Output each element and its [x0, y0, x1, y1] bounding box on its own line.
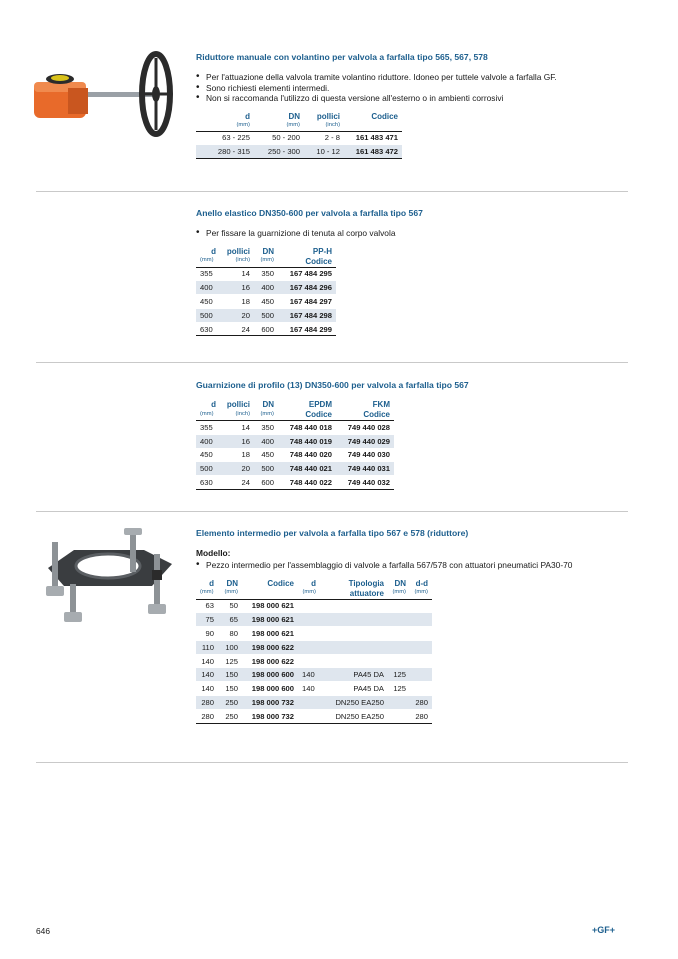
- col-subheader: Codice: [336, 410, 394, 421]
- profile-gasket-section: [196, 380, 469, 490]
- table-row: 63 50 198 000 621: [196, 599, 432, 613]
- col-subheader: attuatore: [320, 589, 388, 600]
- table-row: 630 24 600 167 484 299: [196, 322, 336, 336]
- col-header: pollici: [316, 111, 340, 121]
- intermediate-element-image: [34, 524, 180, 634]
- col-header: d: [209, 578, 214, 588]
- unit-label: (mm): [196, 410, 220, 421]
- section-divider: [36, 362, 628, 363]
- table-row: 280 250 198 000 732 DN250 EA250 280: [196, 709, 432, 723]
- unit-label: [242, 589, 298, 600]
- intermediate-element-bullets: [196, 560, 616, 571]
- table-row: 450 18 450 748 440 020 749 440 030: [196, 448, 394, 462]
- col-header: Codice: [267, 578, 294, 588]
- model-label: Modello:: [196, 548, 231, 558]
- table-row: 355 14 350 748 440 018 749 440 028: [196, 421, 394, 435]
- col-header: Tipologia: [348, 578, 384, 588]
- handwheel-section: [196, 52, 557, 159]
- table-row: 280 250 198 000 732 DN250 EA250 280: [196, 696, 432, 710]
- table-row: 400 16 400 748 440 019 749 440 029: [196, 434, 394, 448]
- col-header: DN: [288, 111, 300, 121]
- table-row: 400 16 400 167 484 296: [196, 281, 336, 295]
- table-row: 500 20 500 167 484 298: [196, 308, 336, 322]
- unit-label: (mm): [196, 589, 218, 600]
- unit-label: (mm): [196, 122, 254, 132]
- col-header: d-d: [415, 578, 428, 588]
- table-row: 500 20 500 748 440 021 749 440 031: [196, 462, 394, 476]
- unit-label: (inch): [220, 410, 254, 421]
- handwheel-gearbox-image: [32, 48, 174, 144]
- col-header: d: [245, 111, 250, 121]
- bullet-item: • Per l'attuazione della valvola tramite volantino riduttore. Idoneo per tuttele valvole a farfalla GF.: [196, 72, 557, 83]
- section-divider: [36, 191, 628, 192]
- elastic-ring-section: [196, 208, 423, 336]
- intermediate-element-title: Elemento intermedio per valvola a farfalla tipo 567 e 578 (riduttore): [196, 528, 469, 538]
- elastic-ring-table: [196, 247, 336, 337]
- intermediate-element-table: [196, 579, 432, 724]
- col-header: d: [211, 246, 216, 256]
- col-header: DN: [226, 578, 238, 588]
- col-header: EPDM: [308, 400, 332, 409]
- section-divider: [36, 511, 628, 512]
- unit-label: (inch): [304, 122, 344, 132]
- col-header: pollici: [226, 400, 250, 409]
- table-row: 280 - 315 250 - 300 10 - 12 161 483 472: [196, 145, 402, 159]
- table-row: 75 65 198 000 621: [196, 613, 432, 627]
- col-header: DN: [394, 578, 406, 588]
- col-header: FKM: [372, 400, 390, 409]
- unit-label: (mm): [254, 122, 304, 132]
- col-header: DN: [262, 246, 274, 256]
- col-header: Codice: [371, 111, 398, 121]
- profile-gasket-table: [196, 400, 394, 490]
- col-subheader: Codice: [278, 410, 336, 421]
- bullet-item: • Non si raccomanda l'utilizzo di questa versione all'esterno o in ambienti corrosivi: [196, 93, 557, 104]
- table-row: 450 18 450 167 484 297: [196, 295, 336, 309]
- table-row: 140 150 198 000 600 140 PA45 DA 125: [196, 668, 432, 682]
- unit-label: [344, 122, 402, 132]
- table-row: 63 - 225 50 - 200 2 - 8 161 483 471: [196, 131, 402, 145]
- table-row: 90 80 198 000 621: [196, 627, 432, 641]
- bullet-item: • Per fissare la guarnizione di tenuta al corpo valvola: [196, 228, 423, 239]
- elastic-ring-title: Anello elastico DN350-600 per valvola a farfalla tipo 567: [196, 208, 423, 218]
- table-row: 140 150 198 000 600 140 PA45 DA 125: [196, 682, 432, 696]
- table-row: 140 125 198 000 622: [196, 654, 432, 668]
- handwheel-bullets: [196, 72, 557, 104]
- gf-logo: +GF+: [592, 925, 616, 935]
- unit-label: (inch): [220, 257, 254, 268]
- profile-gasket-title: Guarnizione di profilo (13) DN350-600 per valvola a farfalla tipo 567: [196, 380, 469, 390]
- handwheel-table: [196, 112, 402, 160]
- col-header: PP-H: [312, 246, 332, 256]
- col-header: d: [311, 578, 316, 588]
- unit-label: (mm): [254, 410, 278, 421]
- intermediate-element-section: [196, 528, 616, 724]
- bullet-item: • Sono richiesti elementi intermedi.: [196, 83, 557, 94]
- unit-label: (mm): [410, 589, 432, 600]
- unit-label: (mm): [388, 589, 410, 600]
- unit-label: (mm): [196, 257, 220, 268]
- unit-label: (mm): [254, 257, 278, 268]
- handwheel-title: Riduttore manuale con volantino per valvola a farfalla tipo 565, 567, 578: [196, 52, 488, 62]
- col-subheader: Codice: [278, 257, 336, 268]
- table-row: 110 100 198 000 622: [196, 640, 432, 654]
- elastic-ring-bullets: [196, 228, 423, 239]
- col-header: pollici: [226, 246, 250, 256]
- page-number: 646: [36, 926, 50, 936]
- bullet-item: • Pezzo intermedio per l'assemblaggio di valvole a farfalla 567/578 con attuatori pneumatici PA30-70: [196, 560, 616, 571]
- table-row: 355 14 350 167 484 295: [196, 267, 336, 281]
- unit-label: (mm): [218, 589, 242, 600]
- col-header: DN: [262, 400, 274, 409]
- unit-label: (mm): [298, 589, 320, 600]
- table-row: 630 24 600 748 440 022 749 440 032: [196, 476, 394, 490]
- col-header: d: [211, 400, 216, 409]
- section-divider: [36, 762, 628, 763]
